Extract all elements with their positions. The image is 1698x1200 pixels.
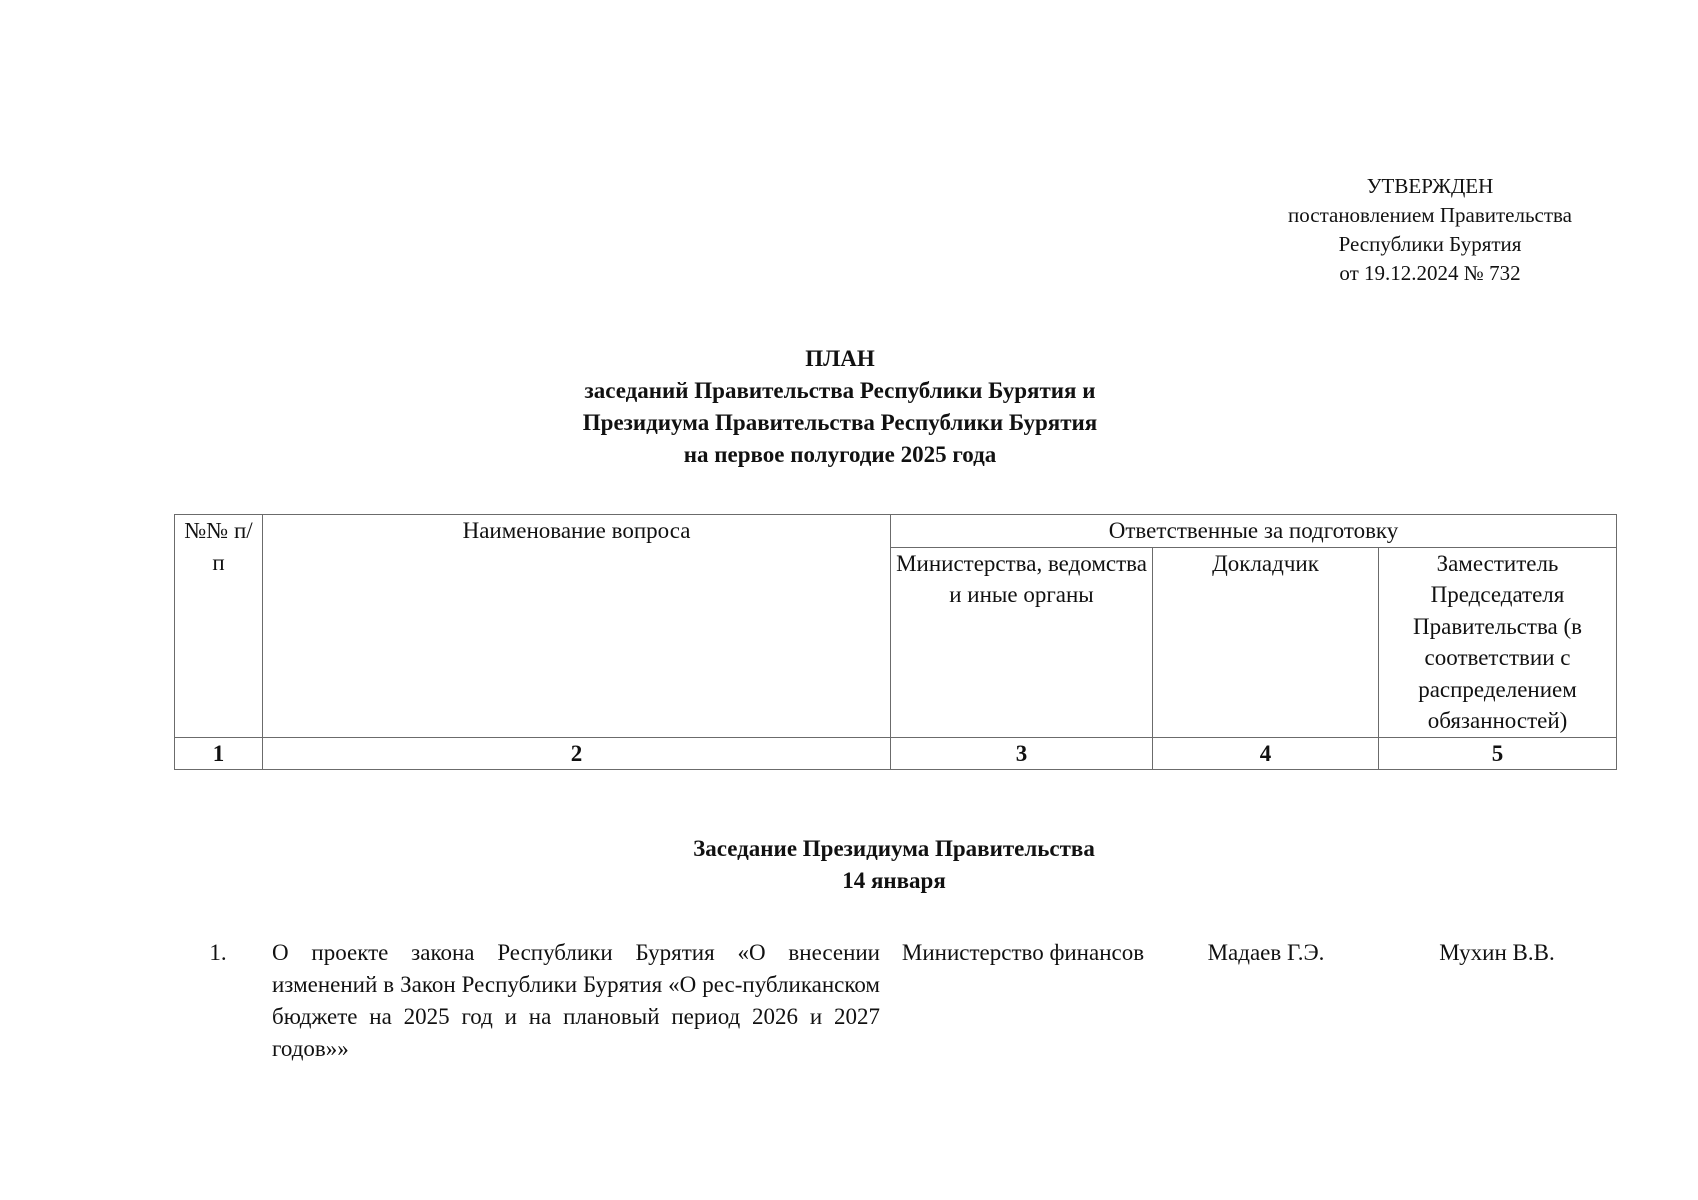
title-line-3: Президиума Правительства Республики Бурятия bbox=[582, 410, 1098, 435]
header-col-question: Наименование вопроса bbox=[263, 515, 891, 738]
column-number-2: 2 bbox=[263, 737, 891, 770]
header-col-deputy: Заместитель Председателя Правительства (в соответствии с распределением обязанностей) bbox=[1379, 547, 1617, 737]
title-line-4: на первое полугодие 2025 года bbox=[683, 442, 997, 467]
header-col-ministries: Министерства, ведомства и иные органы bbox=[891, 547, 1153, 737]
approval-line-4: от 19.12.2024 № 732 bbox=[1339, 261, 1521, 285]
plan-header-table bbox=[174, 514, 1617, 770]
header-col-responsible: Ответственные за подготовку bbox=[891, 515, 1617, 548]
approval-stamp bbox=[1230, 172, 1630, 288]
header-col-speaker: Докладчик bbox=[1153, 547, 1379, 737]
row-deputy: Мухин В.В. bbox=[1439, 940, 1555, 965]
approval-line-1: УТВЕРЖДЕН bbox=[1366, 174, 1494, 198]
row-speaker: Мадаев Г.Э. bbox=[1207, 940, 1325, 965]
section-heading bbox=[494, 833, 1294, 897]
column-number-1: 1 bbox=[175, 737, 263, 770]
row-question: О проекте закона Республики Бурятия «О внесении изменений в Закон Республики Бурятия «О рес-публиканском бюджете на 2025 год и на плановый период 2026 и 2027 годов»» bbox=[272, 940, 880, 1061]
approval-line-2: постановлением Правительства bbox=[1287, 203, 1572, 227]
section-title: Заседание Президиума Правительства bbox=[693, 836, 1095, 861]
title-line-1: ПЛАН bbox=[805, 346, 875, 371]
document-title bbox=[340, 343, 1340, 471]
section-date: 14 января bbox=[842, 868, 946, 893]
approval-line-3: Республики Бурятия bbox=[1338, 232, 1522, 256]
column-number-5: 5 bbox=[1379, 737, 1617, 770]
row-ministry: Министерство финансов bbox=[901, 940, 1145, 965]
column-number-3: 3 bbox=[891, 737, 1153, 770]
row-number: 1. bbox=[209, 940, 227, 965]
column-number-4: 4 bbox=[1153, 737, 1379, 770]
title-line-2: заседаний Правительства Республики Бурятия и bbox=[584, 378, 1096, 403]
header-col-num: №№ п/п bbox=[175, 515, 263, 738]
